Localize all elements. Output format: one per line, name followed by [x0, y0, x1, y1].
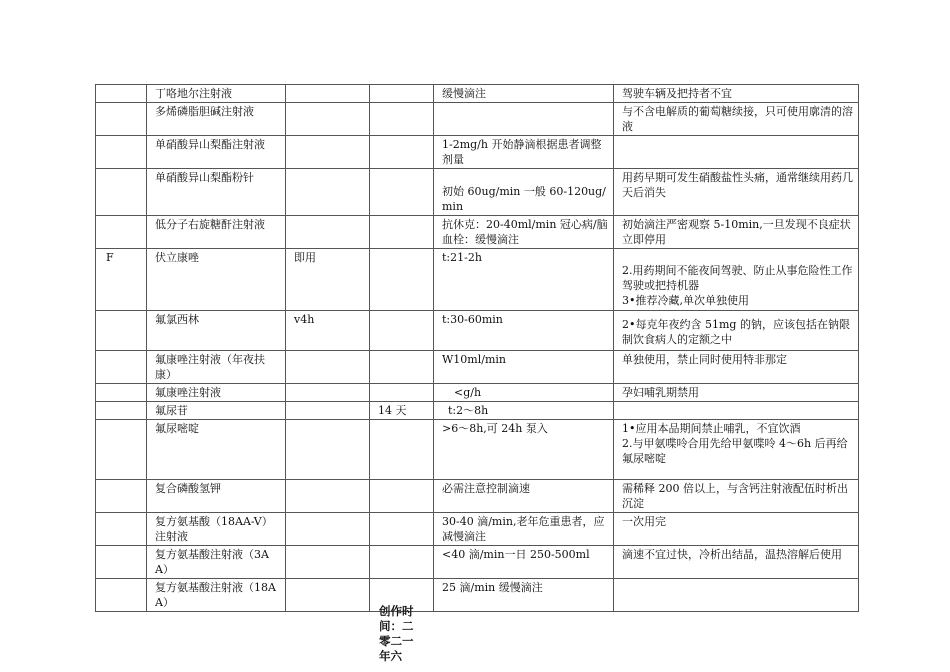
usage-cell — [286, 216, 370, 249]
category-cell — [96, 579, 147, 612]
usage-cell — [286, 402, 370, 420]
usage-cell: v4h — [286, 311, 370, 351]
usage-cell — [286, 85, 370, 103]
note-line: 单独使用，禁止同时使用特非那定 — [622, 353, 787, 366]
category-cell — [96, 311, 147, 351]
table-row — [96, 103, 859, 136]
note-line: 需稀释 200 倍以上，与含钙注射液配伍时析出沉淀 — [622, 482, 848, 510]
table-row — [96, 579, 859, 612]
notes-cell — [614, 480, 859, 513]
notes-cell — [614, 311, 859, 351]
notes-cell — [614, 402, 859, 420]
infusion-rate-cell: 缓慢滴注 — [434, 85, 614, 103]
duration-cell — [370, 546, 434, 579]
infusion-rate-cell: >6～8h,可 24h 泵入 — [434, 420, 614, 480]
infusion-rate-cell: 初始 60ug/min 一般 60-120ug/min — [434, 169, 614, 216]
drug-name-cell: 复方氨基酸（18AA-V）注射液 — [147, 513, 286, 546]
category-cell — [96, 546, 147, 579]
infusion-rate-cell: t:30-60min — [434, 311, 614, 351]
usage-cell — [286, 351, 370, 384]
duration-cell: 14 天 — [370, 402, 434, 420]
drug-name-cell: 丁咯地尔注射液 — [147, 85, 286, 103]
table-row — [96, 216, 859, 249]
drug-name-cell: 复合磷酸氢钾 — [147, 480, 286, 513]
notes-cell — [614, 249, 859, 311]
category-cell — [96, 384, 147, 402]
duration-cell — [370, 351, 434, 384]
drug-name-cell: 单硝酸异山梨酯注射液 — [147, 136, 286, 169]
note-line: 孕妇哺乳期禁用 — [622, 386, 699, 399]
drug-name-cell: 氟康唑注射液（年夜扶康） — [147, 351, 286, 384]
notes-cell — [614, 136, 859, 169]
category-cell — [96, 480, 147, 513]
table-row — [96, 351, 859, 384]
infusion-rate-cell: 25 滴/min 缓慢滴注 — [434, 579, 614, 612]
note-line: 2.与甲氨喋呤合用先给甲氨喋呤 4～6h 后再给氟尿嘧啶 — [622, 437, 848, 465]
table-row — [96, 136, 859, 169]
notes-cell — [614, 420, 859, 480]
duration-cell — [370, 136, 434, 169]
notes-cell — [614, 384, 859, 402]
duration-cell — [370, 384, 434, 402]
notes-cell — [614, 351, 859, 384]
drug-name-cell: 低分子右旋糖酐注射液 — [147, 216, 286, 249]
duration-cell — [370, 169, 434, 216]
note-line: 驾驶车辆及把持者不宜 — [622, 87, 732, 100]
drug-name-cell: 氟氯西林 — [147, 311, 286, 351]
infusion-rate-cell: 必需注意控制滴速 — [434, 480, 614, 513]
drug-name-cell: 多烯磷脂胆碱注射液 — [147, 103, 286, 136]
category-cell: F — [96, 249, 147, 311]
table-row — [96, 311, 859, 351]
note-line: 2•每克年夜约含 51mg 的钠，应该包括在钠限制饮食病人的定额之中 — [622, 318, 850, 346]
creation-time-note: 创作时间：二零二一年六 — [379, 604, 414, 663]
duration-cell — [370, 249, 434, 311]
note-line: 3•推荐冷藏,单次单独使用 — [622, 294, 749, 307]
note-line: 1•应用本品期间禁止哺乳，不宜饮酒 — [622, 422, 801, 435]
drug-name-cell: 氟尿苷 — [147, 402, 286, 420]
infusion-rate-cell: t:2～8h — [434, 402, 614, 420]
usage-cell — [286, 546, 370, 579]
category-cell — [96, 169, 147, 216]
duration-cell — [370, 311, 434, 351]
category-cell — [96, 351, 147, 384]
usage-cell — [286, 384, 370, 402]
drug-name-cell: 复方氨基酸注射液（3AA） — [147, 546, 286, 579]
table-row — [96, 402, 859, 420]
table-row — [96, 249, 859, 311]
drug-table — [95, 84, 859, 612]
drug-name-cell: 氟尿嘧啶 — [147, 420, 286, 480]
table-row — [96, 546, 859, 579]
table-row — [96, 169, 859, 216]
infusion-rate-cell: 1-2mg/h 开始静滴根据患者调整剂量 — [434, 136, 614, 169]
note-line: 2.用药期间不能夜间驾驶、防止从事危险性工作驾驶或把持机器 — [622, 264, 853, 292]
usage-cell — [286, 579, 370, 612]
table-row — [96, 513, 859, 546]
usage-cell — [286, 480, 370, 513]
usage-cell — [286, 169, 370, 216]
category-cell — [96, 402, 147, 420]
drug-name-cell: 复方氨基酸注射液（18AA） — [147, 579, 286, 612]
drug-name-cell: 伏立康唑 — [147, 249, 286, 311]
infusion-rate-cell — [434, 103, 614, 136]
infusion-rate-cell: 抗休克：20-40ml/min 冠心病/脑血栓：缓慢滴注 — [434, 216, 614, 249]
infusion-rate-cell: W10ml/min — [434, 351, 614, 384]
infusion-rate-cell: <40 滴/min一日 250-500ml — [434, 546, 614, 579]
notes-cell — [614, 103, 859, 136]
usage-cell — [286, 136, 370, 169]
duration-cell — [370, 216, 434, 249]
table-row — [96, 420, 859, 480]
duration-cell — [370, 85, 434, 103]
duration-cell — [370, 513, 434, 546]
usage-cell: 即用 — [286, 249, 370, 311]
usage-cell — [286, 420, 370, 480]
category-cell — [96, 216, 147, 249]
duration-cell — [370, 480, 434, 513]
notes-cell — [614, 513, 859, 546]
notes-cell — [614, 85, 859, 103]
notes-cell — [614, 169, 859, 216]
category-cell — [96, 103, 147, 136]
category-cell — [96, 513, 147, 546]
notes-cell — [614, 546, 859, 579]
table-row — [96, 480, 859, 513]
category-cell — [96, 136, 147, 169]
notes-cell — [614, 579, 859, 612]
usage-cell — [286, 513, 370, 546]
note-line: 用药早期可发生硝酸盐性头痛，通常继续用药几天后消失 — [622, 171, 853, 199]
usage-cell — [286, 103, 370, 136]
duration-cell — [370, 103, 434, 136]
category-cell — [96, 420, 147, 480]
duration-cell — [370, 420, 434, 480]
infusion-rate-cell: t:21-2h — [434, 249, 614, 311]
drug-name-cell: 氟康唑注射液 — [147, 384, 286, 402]
note-line: 一次用完 — [622, 515, 666, 528]
infusion-rate-cell: 30-40 滴/min,老年危重患者，应减慢滴注 — [434, 513, 614, 546]
table-row — [96, 85, 859, 103]
table-row — [96, 384, 859, 402]
infusion-rate-cell: <g/h — [434, 384, 614, 402]
category-cell — [96, 85, 147, 103]
note-line: 滴速不宜过快，冷析出结晶，温热溶解后使用 — [622, 548, 842, 561]
note-line: 初始滴注严密观察 5-10min,一旦发现不良症状立即停用 — [622, 218, 851, 246]
note-line: 与不含电解质的葡萄糖续接，只可使用廓清的溶液 — [622, 105, 853, 133]
drug-name-cell: 单硝酸异山梨酯粉针 — [147, 169, 286, 216]
notes-cell — [614, 216, 859, 249]
